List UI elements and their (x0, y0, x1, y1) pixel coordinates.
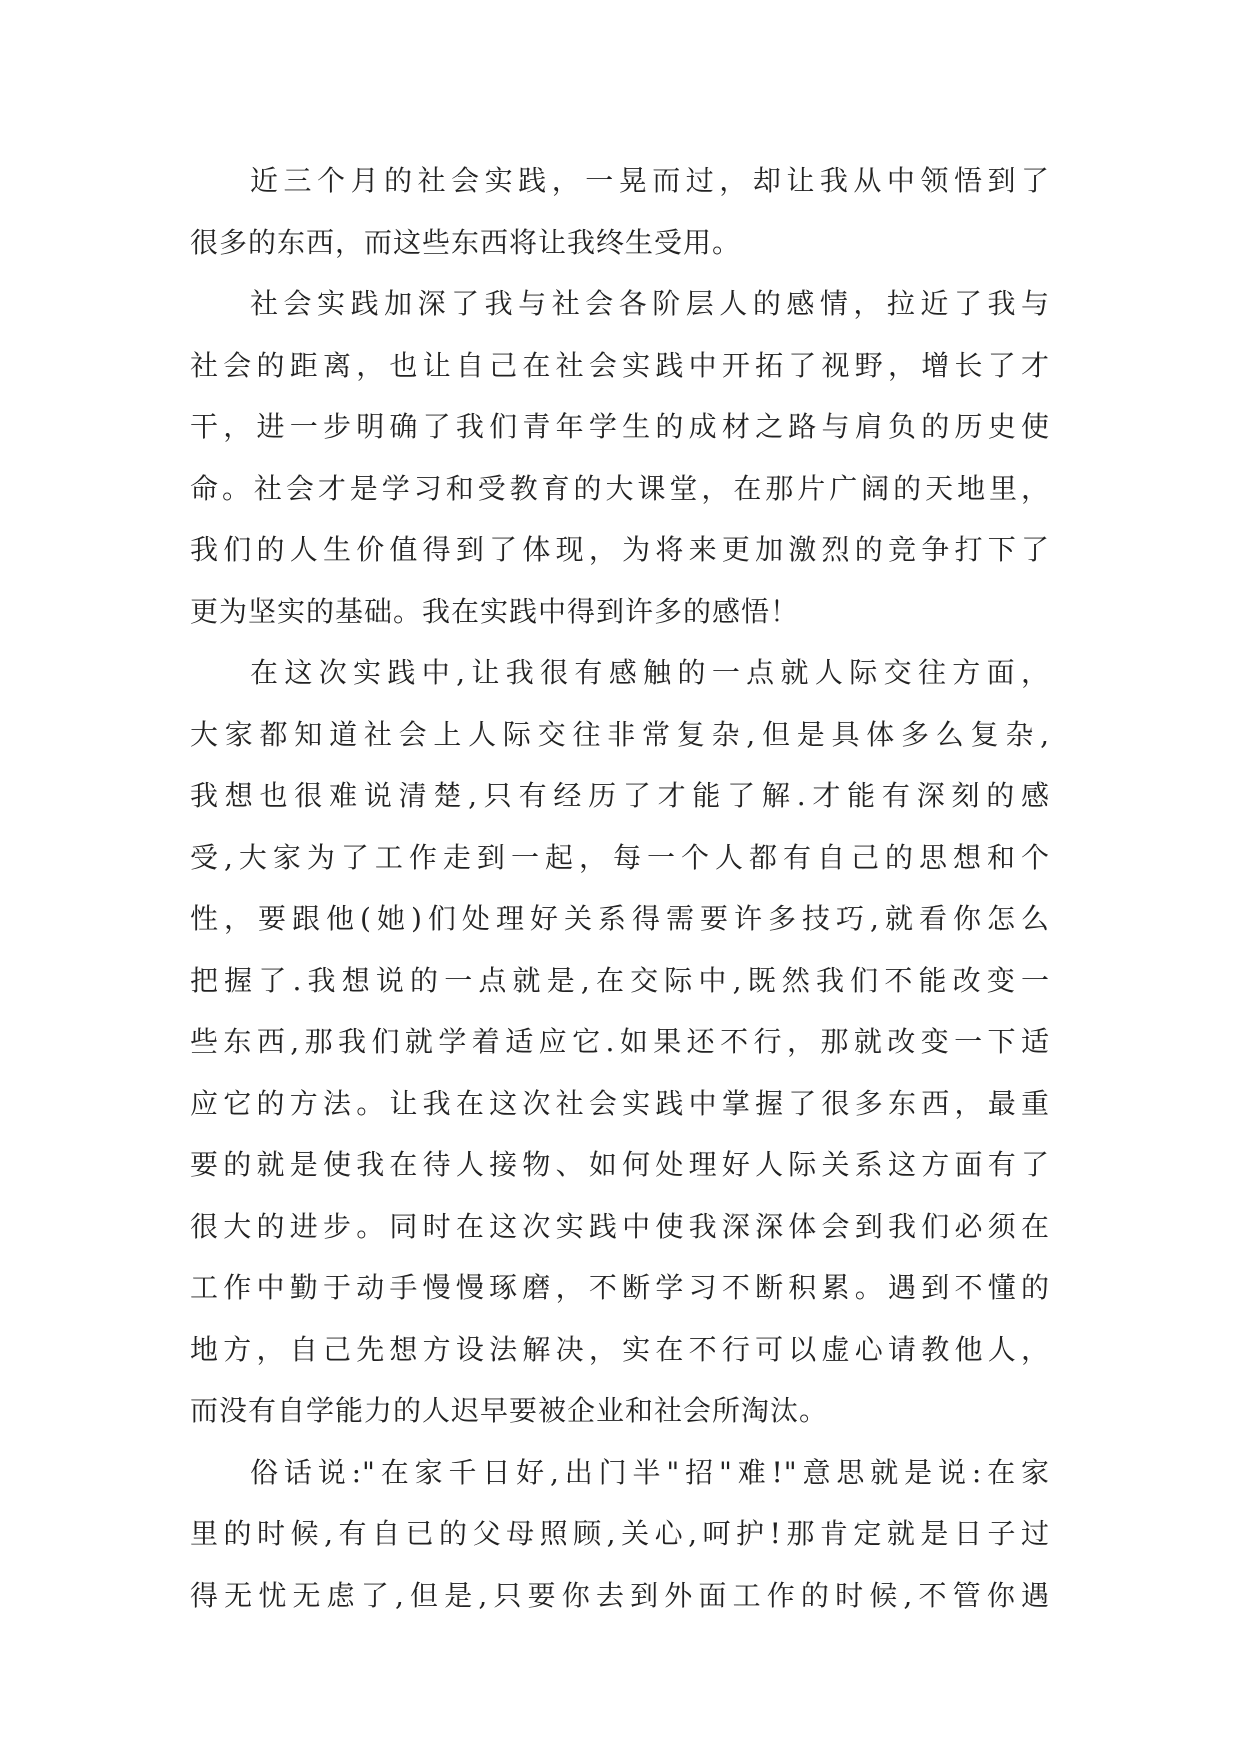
text-line: 干，进一步明确了我们青年学生的成材之路与肩负的历史使 (190, 410, 1050, 443)
text-line: 在这次实践中,让我很有感触的一点就人际交往方面， (250, 656, 1050, 689)
text-line: 社会的距离，也让自己在社会实践中开拓了视野，增长了才 (190, 348, 1050, 382)
text-line: 俗话说:"在家千日好,出门半"招"难!"意思就是说:在家 (250, 1455, 1050, 1489)
text-line: 我们的人生价值得到了体现，为将来更加激烈的竞争打下了 (190, 533, 1050, 566)
text-line: 而没有自学能力的人迟早要被企业和社会所淘汰。 (190, 1394, 829, 1427)
text-line: 把握了.我想说的一点就是,在交际中,既然我们不能改变一 (190, 963, 1050, 997)
text-line: 社会实践加深了我与社会各阶层人的感情，拉近了我与 (250, 287, 1050, 320)
text-line: 里的时候,有自已的父母照顾,关心,呵护!那肯定就是日子过 (190, 1517, 1050, 1550)
text-line: 很大的进步。同时在这次实践中使我深深体会到我们必须在 (190, 1209, 1050, 1243)
text-line: 性，要跟他(她)们处理好关系得需要许多技巧,就看你怎么 (190, 902, 1050, 935)
text-line: 工作中勤于动手慢慢琢磨，不断学习不断积累。遇到不懂的 (190, 1271, 1050, 1304)
text-line: 受,大家为了工作走到一起，每一个人都有自己的思想和个 (190, 840, 1050, 874)
text-line: 应它的方法。让我在这次社会实践中掌握了很多东西，最重 (190, 1086, 1050, 1120)
text-line: 近三个月的社会实践，一晃而过，却让我从中领悟到了 (250, 164, 1050, 197)
text-line: 得无忧无虑了,但是,只要你去到外面工作的时候,不管你遇 (190, 1578, 1050, 1612)
body-text (190, 150, 1050, 1626)
text-line: 些东西,那我们就学着适应它.如果还不行，那就改变一下适 (190, 1025, 1050, 1058)
text-line: 大家都知道社会上人际交往非常复杂,但是具体多么复杂, (190, 717, 1050, 751)
text-line: 要的就是使我在待人接物、如何处理好人际关系这方面有了 (190, 1148, 1050, 1181)
text-line: 我想也很难说清楚,只有经历了才能了解.才能有深刻的感 (190, 779, 1050, 812)
text-line: 地方，自己先想方设法解决，实在不行可以虚心请教他人， (190, 1332, 1050, 1366)
text-line: 命。社会才是学习和受教育的大课堂，在那片广阔的天地里， (190, 471, 1050, 505)
text-line: 很多的东西，而这些东西将让我终生受用。 (190, 225, 742, 259)
text-line: 更为坚实的基础。我在实践中得到许多的感悟！ (190, 594, 800, 628)
